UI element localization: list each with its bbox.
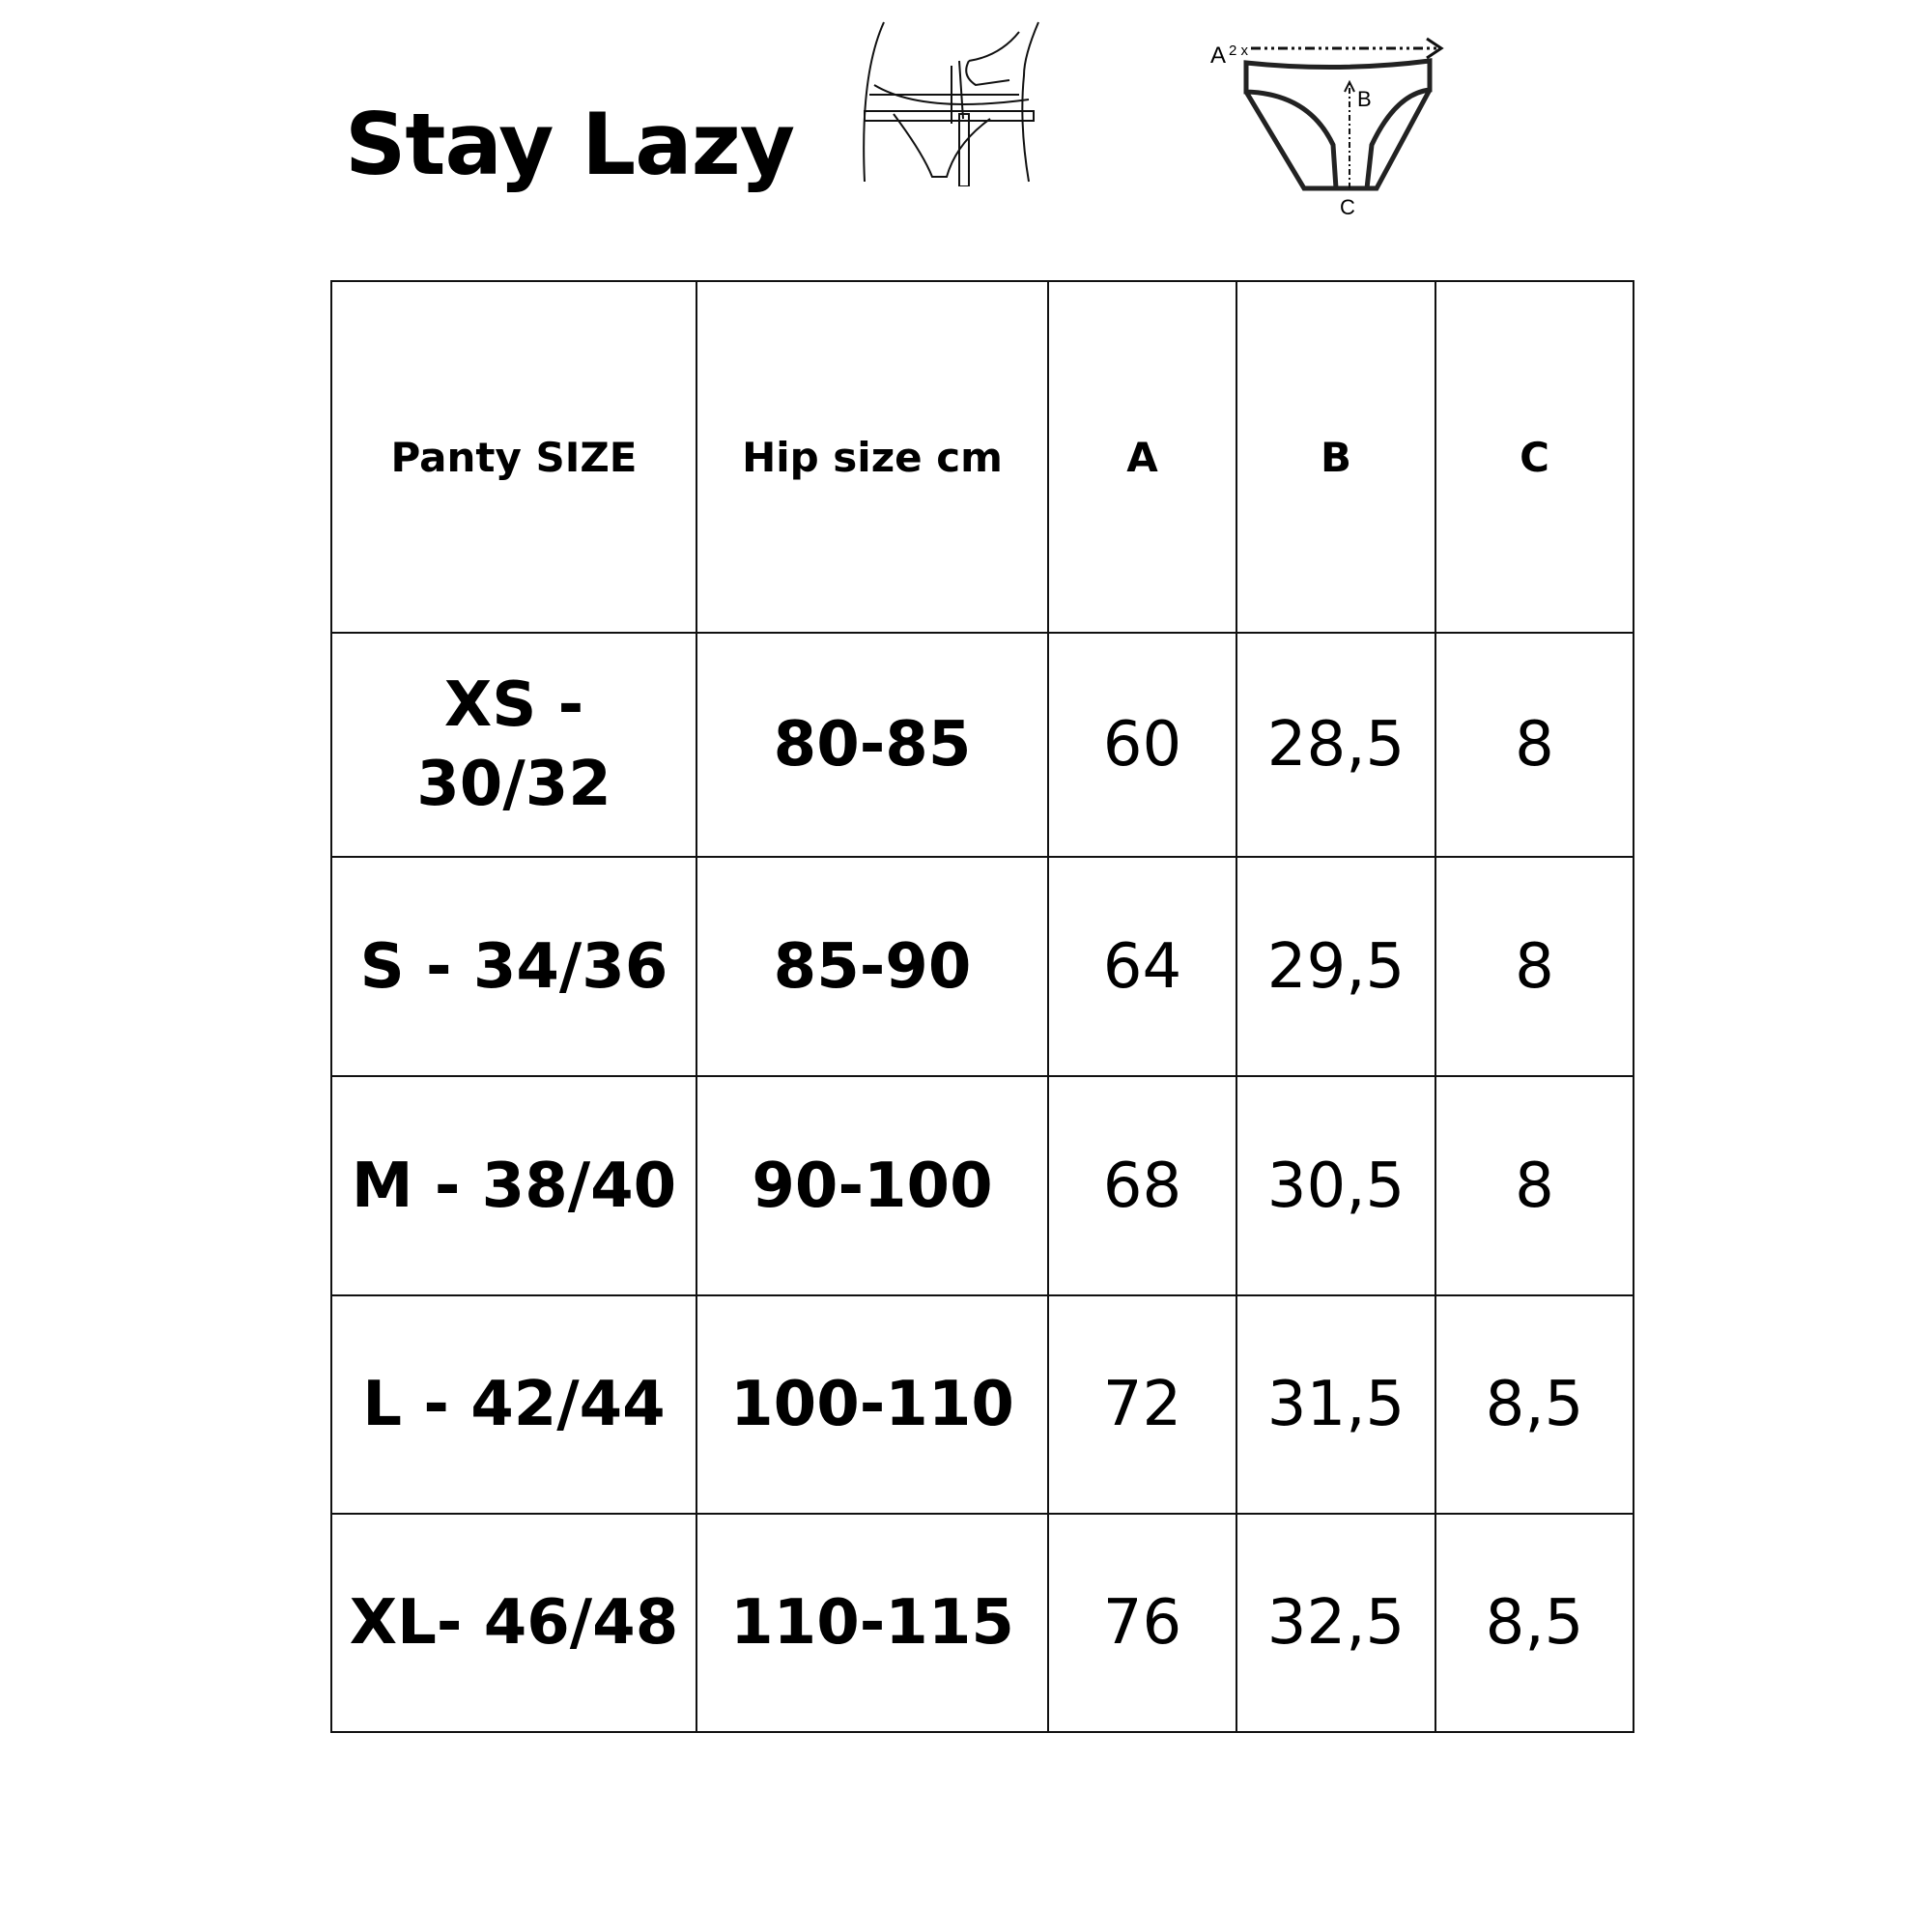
size-cell: S - 34/36 bbox=[331, 857, 696, 1076]
c-cell: 8 bbox=[1435, 1076, 1634, 1295]
a-cell: 64 bbox=[1048, 857, 1236, 1076]
label-a: A bbox=[1210, 43, 1227, 69]
size-line-2: 30/32 bbox=[416, 749, 611, 820]
table-row bbox=[331, 1514, 1634, 1732]
size-cell: XL- 46/48 bbox=[331, 1514, 696, 1732]
label-c: C bbox=[1340, 195, 1355, 219]
header-c: C bbox=[1435, 281, 1634, 633]
brand-title: Stay Lazy bbox=[345, 95, 795, 194]
header-a: A bbox=[1048, 281, 1236, 633]
label-b: B bbox=[1357, 87, 1372, 111]
hip-cell: 90-100 bbox=[696, 1076, 1048, 1295]
a-cell: 72 bbox=[1048, 1295, 1236, 1514]
hip-cell: 85-90 bbox=[696, 857, 1048, 1076]
hip-cell: 100-110 bbox=[696, 1295, 1048, 1514]
a-cell: 60 bbox=[1048, 633, 1236, 857]
a-cell: 76 bbox=[1048, 1514, 1236, 1732]
b-cell: 32,5 bbox=[1236, 1514, 1435, 1732]
header-panty-size: Panty SIZE bbox=[331, 281, 696, 633]
size-chart-table bbox=[330, 280, 1634, 1733]
header-hip-size: Hip size cm bbox=[696, 281, 1048, 633]
b-cell: 31,5 bbox=[1236, 1295, 1435, 1514]
b-cell: 30,5 bbox=[1236, 1076, 1435, 1295]
size-cell: L - 42/44 bbox=[331, 1295, 696, 1514]
hip-measurement-illustration bbox=[855, 17, 1058, 186]
a-cell: 68 bbox=[1048, 1076, 1236, 1295]
hip-cell: 80-85 bbox=[696, 633, 1048, 857]
size-cell: M - 38/40 bbox=[331, 1076, 696, 1295]
c-cell: 8,5 bbox=[1435, 1514, 1634, 1732]
header-b: B bbox=[1236, 281, 1435, 633]
size-line-1: XS - bbox=[443, 669, 584, 741]
table-row bbox=[331, 1295, 1634, 1514]
c-cell: 8 bbox=[1435, 857, 1634, 1076]
label-a-multiplier: 2 x bbox=[1229, 43, 1249, 59]
hip-cell: 110-115 bbox=[696, 1514, 1048, 1732]
table-row bbox=[331, 633, 1634, 857]
table-row bbox=[331, 1076, 1634, 1295]
table-row bbox=[331, 857, 1634, 1076]
panty-dimension-diagram bbox=[1203, 24, 1463, 227]
b-cell: 28,5 bbox=[1236, 633, 1435, 857]
c-cell: 8,5 bbox=[1435, 1295, 1634, 1514]
size-cell bbox=[331, 633, 696, 857]
table-header-row bbox=[331, 281, 1634, 633]
c-cell: 8 bbox=[1435, 633, 1634, 857]
b-cell: 29,5 bbox=[1236, 857, 1435, 1076]
